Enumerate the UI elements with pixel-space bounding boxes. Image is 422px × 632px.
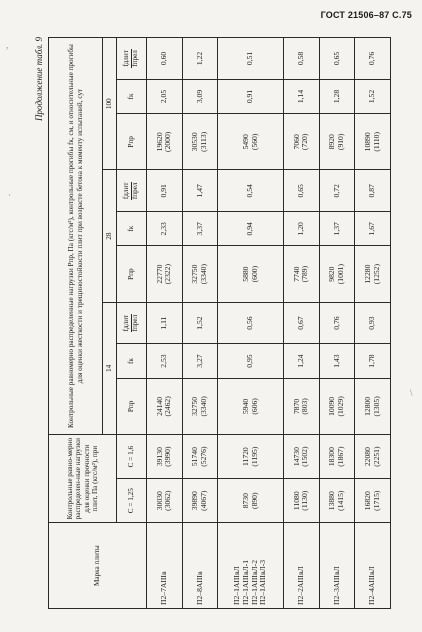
f-header: fк [117,212,147,246]
table-row [218,38,284,609]
table-row [182,38,218,609]
load-kgs: (1502) [300,446,310,467]
table-row [147,38,183,609]
r14-cell: 0,56 [218,302,284,344]
load-pa: 32750 [190,396,200,416]
r100-cell: 0,58 [284,38,320,80]
table-row [284,38,320,609]
p28-cell [147,246,183,302]
load-pa: 39890 [190,491,200,511]
load-pa: 22770 [154,264,164,284]
ratio-header [117,170,147,212]
ratio-denominator: fпрел [131,314,139,332]
c1-cell [284,479,320,523]
slab-mark: П2–4АIIIвЛ [367,566,377,605]
load-kgs: (1195) [249,446,259,467]
f100-cell: 3,09 [182,79,218,113]
p100-cell [284,114,320,170]
p14-cell [147,378,183,434]
f28-cell: 1,67 [355,212,391,246]
table-row [355,38,391,609]
load-kgs: (1867) [336,446,346,467]
f100-cell: 1,28 [319,79,355,113]
continuation-caption: Продолжение табл. 9 [34,37,44,121]
load-kgs: (2322) [163,263,173,285]
r28-cell: 1,47 [182,170,218,212]
r28-cell: 0,87 [355,170,391,212]
ratio-numerator: fдлит [122,314,131,332]
r14-cell: 0,93 [355,302,391,344]
f14-cell: 3,27 [182,344,218,378]
page-header: ГОСТ 21506–87 С.75 [320,10,412,20]
load-kgs: (606) [249,398,259,415]
load-kgs: (1305) [371,396,381,417]
load-pa: 9820 [327,266,337,282]
slab-mark: П2–7АIIIв [158,571,168,605]
load-pa: 12800 [362,396,372,416]
load-kgs: (3340) [198,396,208,417]
c1-cell [182,479,218,523]
c2-cell [182,435,218,479]
p-header: Pпр [117,246,147,302]
p28-cell [355,246,391,302]
f14-cell: 1,43 [319,344,355,378]
load-pa: 7060 [291,134,301,150]
mark-header: Марка плиты [49,523,147,609]
f100-cell: 2,05 [147,79,183,113]
f100-cell: 0,91 [218,79,284,113]
p14-cell [218,378,284,434]
c1-header: C = 1,25 [117,479,147,523]
load-kgs: (789) [300,265,310,283]
slab-mark: П2–3АIIIвЛ [331,566,341,605]
c2-cell [355,435,391,479]
p14-cell [284,378,320,434]
slab-mark-cell [182,523,218,609]
slab-mark: П2–1АIIIвЛ-3 [258,559,268,605]
ratio-numerator: fдлит [122,50,131,67]
ratio-header [117,302,147,344]
p100-cell [355,114,391,170]
r14-cell: 0,67 [284,302,320,344]
c1-cell [147,479,183,523]
load-pa: 7740 [291,266,301,282]
load-pa: 30530 [190,132,200,152]
ratio-numerator: fдлит [122,182,131,200]
p28-cell [218,246,284,302]
r100-cell: 0,65 [319,38,355,80]
load-pa: 16820 [362,491,372,511]
load-kgs: (560) [249,133,259,151]
load-kgs: (910) [336,133,346,151]
days-14-header: 14 [103,302,117,434]
slab-mark: П2–1АIIIвЛ-1 [240,559,250,605]
load-pa: 5490 [240,134,250,150]
r14-cell: 1,11 [147,302,183,344]
load-pa: 24140 [154,396,164,416]
slab-mark-cell [284,523,320,609]
slab-mark: П2–1АIIIвЛ [232,566,242,605]
load-kgs: (1130) [300,490,310,511]
f100-cell: 1,14 [284,79,320,113]
r28-cell: 0,91 [147,170,183,212]
load-pa: 11080 [291,491,301,511]
slab-mark: П2–1АIIIвЛ-2 [249,559,259,605]
load-kgs: (1110) [371,131,381,152]
c2-cell [218,435,284,479]
p-header: Pпр [117,114,147,170]
table-row [319,38,355,609]
f14-cell: 1,24 [284,344,320,378]
c2-cell [319,435,355,479]
p14-cell [182,378,218,434]
load-pa: 5940 [240,398,250,414]
p28-cell [182,246,218,302]
c2-header: C = 1,6 [117,435,147,479]
slab-mark: П2–2АIIIвЛ [296,566,306,605]
load-pa: 51740 [190,447,200,467]
f28-cell: 1,20 [284,212,320,246]
load-kgs: (1029) [336,396,346,417]
ratio-denominator: fпрел [131,182,139,200]
load-kgs: (803) [300,398,310,415]
f28-cell: 2,33 [147,212,183,246]
slab-mark-cell [355,523,391,609]
c1-cell [218,479,284,523]
load-kgs: (600) [249,265,259,283]
margin-mark: · [8,190,11,200]
f-header: fк [117,79,147,113]
c1-cell [319,479,355,523]
f28-cell: 1,37 [319,212,355,246]
c2-cell [284,435,320,479]
load-pa: 13880 [327,491,337,511]
p28-cell [319,246,355,302]
load-kgs: (2000) [163,131,173,152]
load-kgs: (1715) [371,490,381,511]
slab-mark: П2–8АIIIв [194,571,204,605]
deflection-header: Контрольные равномерно распределенные нагрузки Pпр, Па (кгс/м²), контрольные прогибы fк, см, и относительные прогибы для оценки жесткости и трещиностойкости плит при возрасте бетона к моменту испытаний, сут [49,38,103,435]
load-kgs: (2462) [163,396,173,417]
control-load-header: Контрольные равно-мерно распределен-ные нагрузки для оценки прочности плит, Па (кгс/м²), при [49,435,117,523]
slab-mark-cell [147,523,183,609]
c2-cell [147,435,183,479]
p100-cell [319,114,355,170]
load-pa: 5880 [240,266,250,282]
r100-cell: 0,51 [218,38,284,80]
r14-cell: 1,52 [182,302,218,344]
c1-cell [355,479,391,523]
ratio-denominator: fпрел [131,50,139,67]
rotated-table-block [34,37,391,609]
load-kgs: (2251) [371,446,381,467]
load-deflection-table [48,37,391,609]
load-kgs: (3340) [198,263,208,285]
days-28-header: 28 [103,170,117,302]
margin-mark: \ [410,388,413,398]
p28-cell [284,246,320,302]
load-kgs: (4067) [198,490,208,511]
f14-cell: 0,95 [218,344,284,378]
f28-cell: 3,37 [182,212,218,246]
load-pa: 39130 [154,447,164,467]
f100-cell: 1,52 [355,79,391,113]
load-pa: 8730 [240,493,250,509]
r28-cell: 0,72 [319,170,355,212]
load-pa: 12280 [362,264,372,284]
load-kgs: (3990) [163,446,173,467]
load-pa: 22080 [362,447,372,467]
load-pa: 7870 [291,398,301,414]
load-kgs: (3062) [163,490,173,511]
margin-mark: , [6,40,9,50]
r28-cell: 0,54 [218,170,284,212]
load-kgs: (890) [249,492,259,509]
load-kgs: (1252) [371,263,381,285]
f14-cell: 1,78 [355,344,391,378]
ratio-header [117,38,147,80]
days-100-header: 100 [103,38,117,171]
slab-mark-cell [319,523,355,609]
r28-cell: 0,65 [284,170,320,212]
load-pa: 11720 [240,447,250,466]
load-pa: 10090 [327,396,337,416]
load-pa: 10890 [362,132,372,152]
load-kgs: (720) [300,133,310,151]
load-pa: 8920 [327,134,337,150]
p100-cell [218,114,284,170]
r100-cell: 0,60 [147,38,183,80]
load-kgs: (3113) [198,131,208,152]
r100-cell: 1,22 [182,38,218,80]
load-pa: 14730 [291,447,301,467]
p100-cell [147,114,183,170]
r100-cell: 0,76 [355,38,391,80]
f14-cell: 2,53 [147,344,183,378]
load-pa: 30030 [154,491,164,511]
f28-cell: 0,94 [218,212,284,246]
load-pa: 19620 [154,132,164,152]
p14-cell [319,378,355,434]
load-kgs: (1415) [336,490,346,511]
p100-cell [182,114,218,170]
p-header: Pпр [117,378,147,434]
f-header: fк [117,344,147,378]
r14-cell: 0,76 [319,302,355,344]
slab-mark-cell [218,523,284,609]
load-kgs: (1001) [336,263,346,285]
p14-cell [355,378,391,434]
load-kgs: (5276) [198,446,208,467]
load-pa: 32750 [190,264,200,284]
load-pa: 18300 [327,447,337,467]
